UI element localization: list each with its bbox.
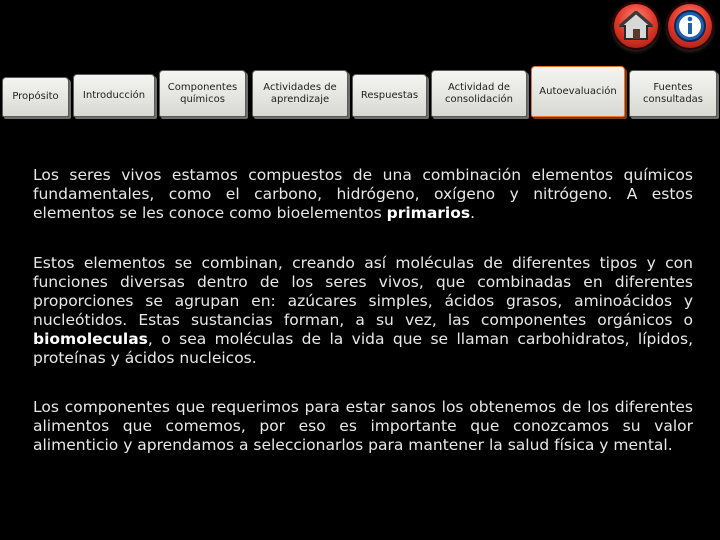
tab-label: Introducción (82, 89, 146, 101)
tab-label: Respuestas (360, 89, 419, 101)
info-icon (673, 9, 707, 43)
navigation-tabs (0, 68, 720, 120)
tab-actividades-de-aprendizaje[interactable] (252, 70, 348, 117)
info-button[interactable] (666, 2, 714, 50)
tab-fuentes-consultadas[interactable] (629, 70, 717, 117)
tab-label: Actividad de consolidación (444, 81, 514, 105)
tab-autoevaluacion[interactable] (531, 66, 625, 117)
tab-introduccion[interactable] (73, 74, 155, 117)
paragraph-text: , o sea moléculas de la vida que se llaman carbohidratos, lípidos, proteínas y ácidos nucleicos. (33, 330, 693, 367)
tab-actividad-de-consolidacion[interactable] (431, 70, 527, 117)
bold-term-biomoleculas: biomoleculas (33, 330, 148, 348)
tab-label: Fuentes consultadas (642, 81, 703, 105)
paragraph-text: Los seres vivos estamos compuestos de una combinación elementos químicos fundamentales, como el carbono, hidrógeno, oxígeno y nitrógeno. A estos elementos se les conoce como bioelementos (33, 166, 693, 222)
paragraph-text: . (470, 204, 476, 222)
paragraph-text: Los componentes que requerimos para estar sanos los obtenemos de los diferentes alimentos que comemos, por eso es importante que conozcamos su valor alimenticio y aprendamos a seleccionarlos para mantener la salud física y mental. (33, 398, 693, 454)
tab-componentes-quimicos[interactable] (159, 70, 246, 117)
tab-respuestas[interactable] (352, 74, 427, 117)
bold-term-primarios: primarios (386, 204, 471, 222)
tab-label: Componentes químicos (167, 81, 238, 105)
tab-label: Autoevaluación (539, 85, 617, 97)
paragraph-alimentos (33, 398, 693, 455)
tab-proposito[interactable] (2, 77, 69, 117)
tab-label: Propósito (12, 91, 59, 102)
paragraph-bioelementos (33, 166, 693, 223)
tab-label: Actividades de aprendizaje (263, 81, 337, 105)
paragraph-text: Estos elementos se combinan, creando así moléculas de diferentes tipos y con funciones diversas dentro de los seres vivos, que combinadas en diferentes proporciones se agrupan en: azúcares simples, ácidos grasos, aminoácidos y nucleótidos. Estas sustancias forman, a su vez, las componentes orgánicos o (33, 254, 693, 329)
paragraph-biomoleculas (33, 254, 693, 368)
home-button[interactable] (612, 2, 660, 50)
home-icon (619, 11, 653, 41)
